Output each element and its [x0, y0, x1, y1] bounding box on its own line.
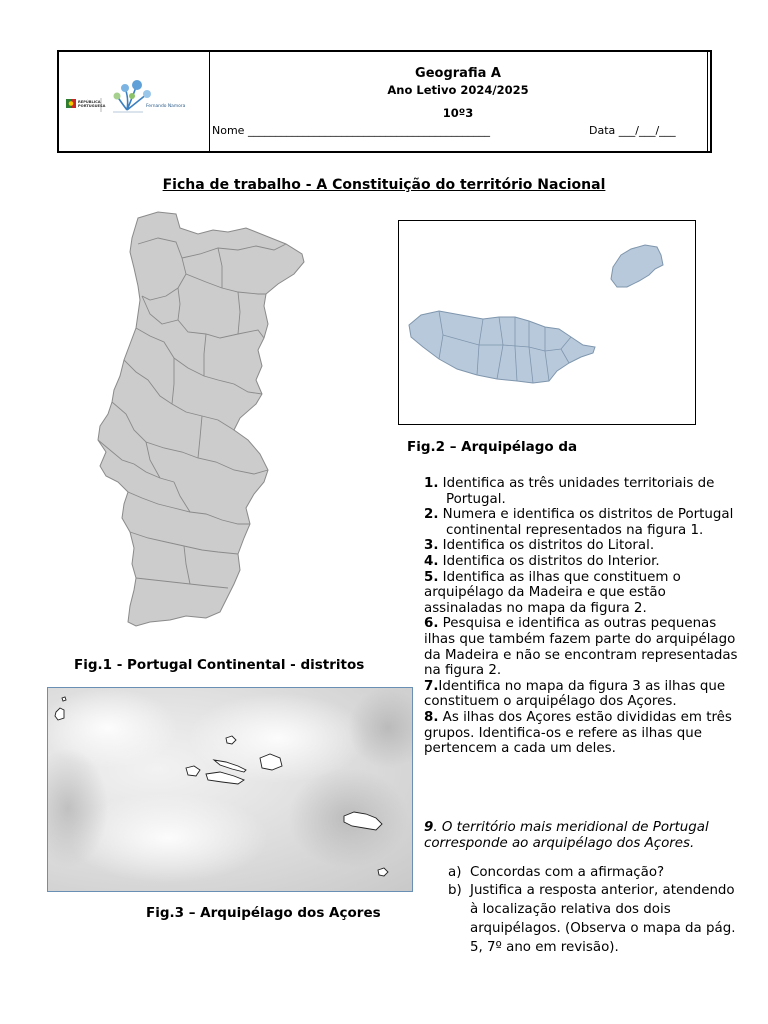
question-8-text: As ilhas dos Açores estão divididas em três grupos. Identifica-os e refere as ilhas que pertencem a cada um deles. — [424, 709, 732, 757]
logo-cell — [59, 52, 210, 151]
question-7-text: Identifica no mapa da figura 3 as ilhas que constituem o arquipélago dos Açores. — [424, 678, 726, 710]
question-9 — [424, 820, 744, 851]
fig1-caption: Fig.1 - Portugal Continental - distritos — [74, 657, 365, 673]
class-label: 10º3 — [442, 106, 474, 120]
question-3-text: Identifica os distritos do Litoral. — [442, 538, 655, 554]
question-9-statement: . O território mais meridional de Portugal corresponde ao arquipélago dos Açores. — [424, 820, 709, 851]
question-4-number: 4. — [424, 553, 439, 569]
question-2-text: Numera e identifica os distritos de Portugal continental representados na figura 1. — [442, 507, 734, 538]
name-field[interactable]: Nome ____________________________________________ — [212, 124, 490, 137]
madeira-island — [409, 311, 595, 383]
fig2-caption: Fig.2 – Arquipélago da — [407, 439, 578, 455]
question-7-number: 7. — [424, 678, 439, 694]
faial-island — [186, 766, 200, 776]
worksheet-title: Ficha de trabalho - A Constituição do território Nacional — [162, 177, 606, 193]
fig3-caption: Fig.3 – Arquipélago dos Açores — [146, 905, 381, 921]
question-3-number: 3. — [424, 538, 439, 554]
azores-map-frame — [47, 687, 413, 892]
corvo-island — [62, 697, 66, 701]
question-5-text: Identifica as ilhas que constituem o arquipélago da Madeira e que estão assinaladas no mapa da figura 2. — [424, 569, 681, 616]
question-9b — [424, 881, 744, 957]
question-6 — [424, 616, 744, 678]
question-9b-text: Justifica a resposta anterior, atendendo à localização relativa dos dois arquipélagos. (Observa o mapa da pág. 5, 7º ano em revisão). — [470, 883, 736, 955]
question-8-number: 8. — [424, 709, 439, 725]
question-5-number: 5. — [424, 569, 439, 585]
porto-santo-island — [611, 245, 663, 287]
question-9-number: 9 — [424, 820, 434, 835]
question-1-number: 1. — [424, 476, 439, 491]
question-4 — [424, 554, 744, 570]
azores-map — [48, 688, 412, 891]
question-9-subitems — [424, 864, 744, 964]
question-4-text: Identifica os distritos do Interior. — [442, 553, 660, 569]
date-field[interactable]: Data ___/___/___ — [589, 124, 676, 137]
question-1-text: Identifica as três unidades territoriais de Portugal. — [442, 476, 715, 507]
subject-title: Geografia A — [415, 66, 501, 81]
question-8 — [424, 710, 744, 757]
question-2-number: 2. — [424, 507, 439, 523]
school-logo-text: Fernando Namora — [146, 104, 186, 109]
question-9a-label: a) — [448, 865, 462, 880]
question-5 — [424, 570, 744, 617]
question-1 — [424, 476, 744, 507]
question-9a — [424, 864, 744, 881]
questions-list — [424, 476, 744, 757]
santa-maria-island — [378, 868, 388, 876]
question-6-number: 6. — [424, 616, 439, 632]
question-6-text: Pesquisa e identifica as outras pequenas ilhas que também fazem parte do arquipélago da Madeira e não se encontram representadas na figura 2. — [424, 616, 738, 679]
question-9b-label: b) — [448, 883, 462, 898]
question-7 — [424, 679, 744, 710]
question-9a-text: Concordas com a afirmação? — [470, 865, 665, 880]
school-year: Ano Letivo 2024/2025 — [387, 83, 529, 97]
republic-logo-text: REPÚBLICA PORTUGUESA — [78, 100, 106, 108]
madeira-map — [399, 221, 695, 424]
question-3 — [424, 538, 744, 554]
question-2 — [424, 507, 744, 538]
madeira-map-frame — [398, 220, 696, 425]
portugal-districts-map — [88, 208, 310, 656]
